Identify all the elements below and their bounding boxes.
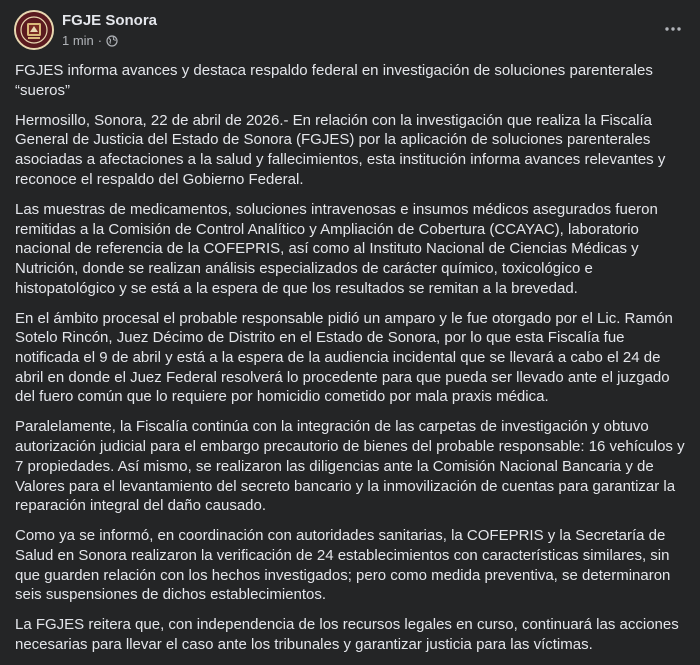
post-time[interactable]: 1 min xyxy=(62,33,94,48)
fgje-seal-logo-icon xyxy=(16,12,52,48)
post-author[interactable]: FGJE Sonora xyxy=(62,12,158,29)
post-body xyxy=(15,61,687,665)
post-paragraph: Paralelamente, la Fiscalía continúa con la integración de las carpetas de investigación y obtuvo autorización judicial para el embargo precautorio de bienes del probable responsable: 16 vehículos y 7 propiedades. Así mismo, se realizaron las diligencias ante la Comisión Nacional Bancaria y de Valores para el levantamiento del secreto bancario y la inmovilización de cuentas para garantizar la reparación integral del daño causado. xyxy=(15,418,685,515)
post-paragraph: Como ya se informó, en coordinación con autoridades sanitarias, la COFEPRIS y la Secretaría de Salud en Sonora realizaron la verificación de 24 establecimientos con características similares, sin que guarden relación con los hechos investigados; pero como medida preventiva, se determinaron seis suspensiones de dichos establecimientos. xyxy=(15,527,671,604)
post-title: FGJES informa avances y destaca respaldo federal en investigación de soluciones parenterales “sueros” xyxy=(15,62,653,99)
post-header xyxy=(14,10,686,52)
post-paragraph: Las muestras de medicamentos, soluciones intravenosas e insumos médicos asegurados fueron remitidas a la Comisión de Control Analítico y Ampliación de Cobertura (CCAYAC), laboratorio nacional de referencia de la COFEPRIS, así como al Instituto Nacional de Ciencias Médicas y Nutrición, donde se realizan análisis especializados de carácter químico, toxicológico e histopatológico y se está a la espera de que los resultados se remitan a la brevedad. xyxy=(15,200,658,297)
more-options-button[interactable] xyxy=(660,16,686,42)
globe-icon[interactable] xyxy=(106,35,118,47)
post-paragraph: Hermosillo, Sonora, 22 de abril de 2026.- En relación con la investigación que realiza la Fiscalía General de Justicia del Estado de Sonora (FGJES) por la aplicación de soluciones parenterales asociadas a afectaciones a la salud y fallecimientos, esta institución informa avances relevantes y reconoce el respaldo del Gobierno Federal. xyxy=(15,111,666,188)
meta-separator: · xyxy=(97,33,103,48)
post-meta xyxy=(62,33,118,48)
post-paragraph: La FGJES reitera que, con independencia de los recursos legales en curso, continuará las acciones necesarias para llevar el caso ante los tribunales y garantizar justicia para las víctimas. xyxy=(15,616,679,654)
avatar[interactable] xyxy=(14,10,54,50)
post-paragraph: En el ámbito procesal el probable responsable pidió un amparo y le fue otorgado por el Lic. Ramón Sotelo Rincón, Juez Décimo de Distrito en el Estado de Sonora, por lo que esta Fiscalía fue notificada el 9 de abril y está a la espera de la audiencia incidental que se llevará a cabo el 24 de abril en donde el Juez Federal resolverá lo procedente para que pueda ser llevado ante el juzgado del fuero común que lo requiere por homicidio cometido por mala praxis médica. xyxy=(15,309,673,406)
more-horizontal-icon xyxy=(665,27,681,31)
